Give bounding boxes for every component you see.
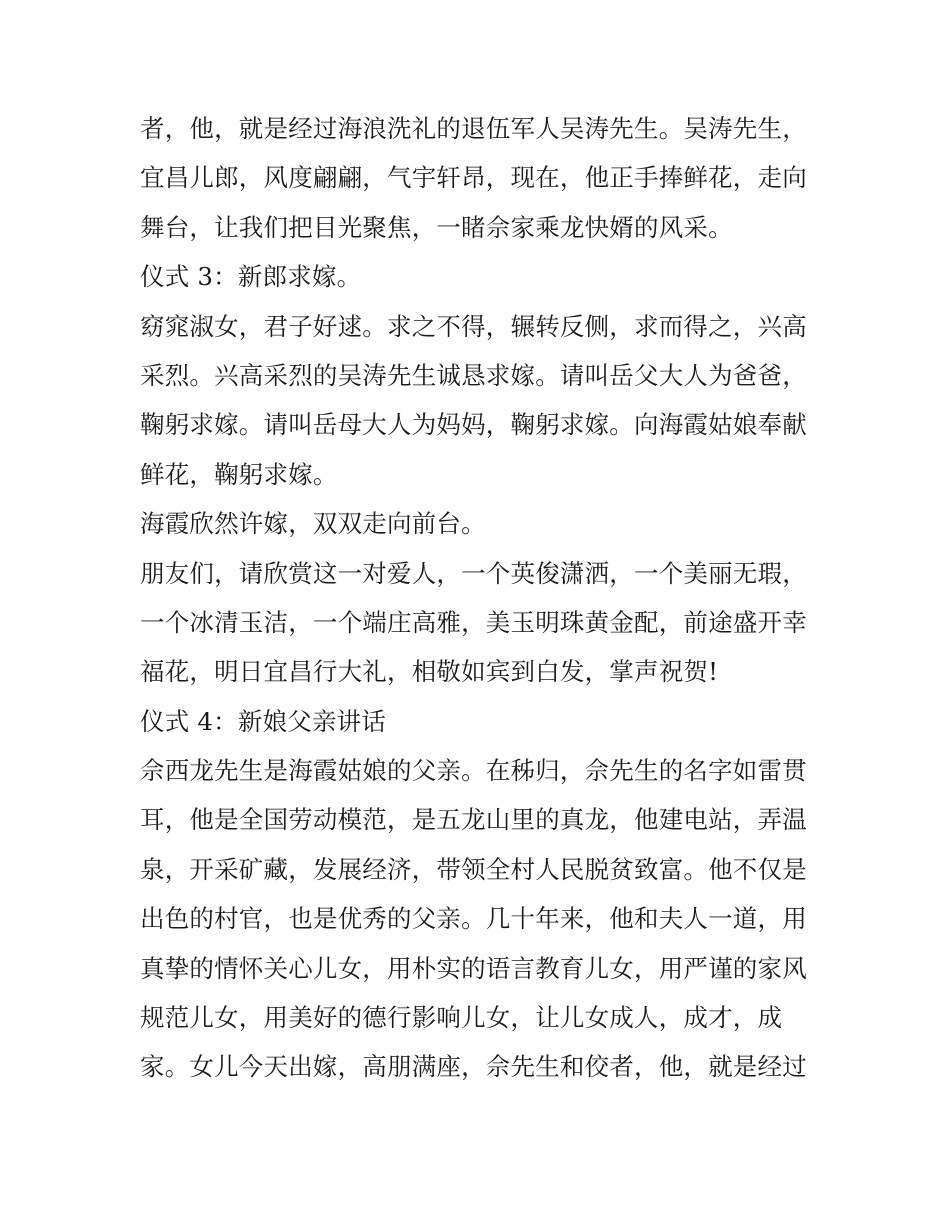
text-line-8: 鲜花，鞠躬求嫁。 (140, 459, 338, 489)
text-line-20: 家。女儿今天出嫁，高朋满座，佘先生和佼者，他，就是经过 (140, 1052, 807, 1082)
text-line-5: 窈窕淑女，君子好逑。求之不得，辗转反侧，求而得之，兴高 (140, 311, 807, 341)
document-body (140, 104, 830, 1092)
text-line-1: 者，他，就是经过海浪洗礼的退伍军人吴涛先生。吴涛先生， (140, 114, 807, 143)
text-line-9: 海霞欣然许嫁，双双走向前台。 (140, 509, 486, 539)
text-line-18: 真挚的情怀关心儿女，用朴实的语言教育儿女，用严谨的家风 (140, 953, 807, 983)
text-line-6: 采烈。兴高采烈的吴涛先生诚恳求嫁。请叫岳父大人为爸爸， (140, 360, 807, 390)
text-line-15: 耳，他是全国劳动模范，是五龙山里的真龙，他建电站，弄温 (140, 805, 807, 835)
text-line-11: 一个冰清玉洁，一个端庄高雅，美玉明珠黄金配，前途盛开幸 (140, 607, 807, 637)
section-heading-ritual-4: 仪式 4：新娘父亲讲话 (140, 706, 387, 736)
section-heading-ritual-3: 仪式 3：新郎求嫁。 (140, 262, 362, 292)
text-line-7: 鞠躬求嫁。请叫岳母大人为妈妈，鞠躬求嫁。向海霞姑娘奉献 (140, 410, 807, 440)
text-line-17: 出色的村官，也是优秀的父亲。几十年来，他和夫人一道，用 (140, 904, 807, 934)
text-line-14: 佘西龙先生是海霞姑娘的父亲。在秭归，佘先生的名字如雷贯 (140, 756, 807, 786)
text-line-3: 舞台，让我们把目光聚焦，一睹佘家乘龙快婿的风采。 (140, 212, 733, 242)
text-line-12: 福花，明日宜昌行大礼，相敬如宾到白发，掌声祝贺! (140, 657, 719, 687)
text-line-16: 泉，开采矿藏，发展经济，带领全村人民脱贫致富。他不仅是 (140, 854, 807, 884)
text-line-19: 规范儿女，用美好的德行影响儿女，让儿女成人，成才，成 (140, 1003, 783, 1033)
text-line-2: 宜昌儿郎，风度翩翩，气宇轩昂，现在，他正手捧鲜花，走向 (140, 163, 807, 193)
text-line-10: 朋友们，请欣赏这一对爱人，一个英俊潇洒，一个美丽无瑕， (140, 558, 807, 588)
